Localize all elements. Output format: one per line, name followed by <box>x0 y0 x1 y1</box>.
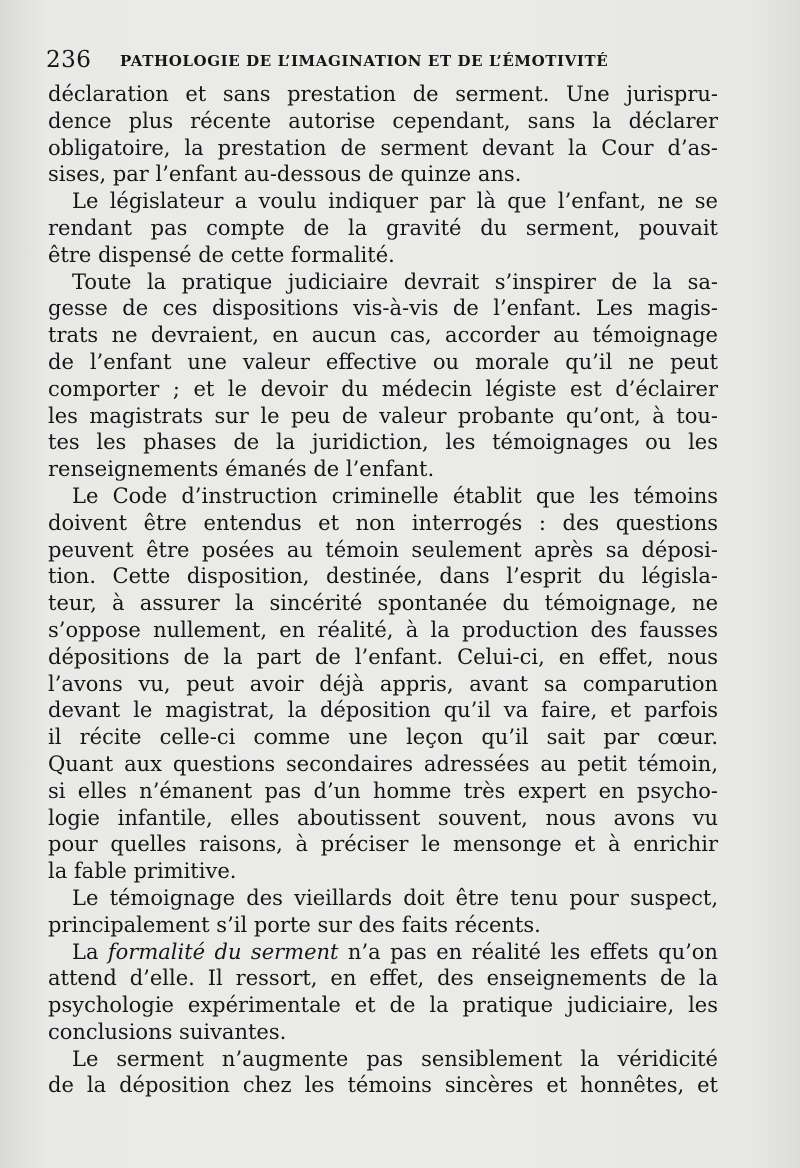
text-line: pour quelles raisons, à préciser le mensonge et à enrichir <box>48 832 718 857</box>
text-line: renseignements émanés de l’enfant. <box>48 457 435 482</box>
text-line: dence plus récente autorise cependant, sans la déclarer <box>48 108 718 133</box>
text-line: si elles n’émanent pas d’un homme très expert en psycho- <box>48 778 718 803</box>
text-line: conclusions suivantes. <box>48 1019 287 1044</box>
text-line: devant le magistrat, la déposition qu’il va faire, et parfois <box>48 698 718 723</box>
text-line: tes les phases de la juridiction, les témoignages ou les <box>48 430 718 455</box>
text-line: Quant aux questions secondaires adressées au petit témoin, <box>48 751 718 776</box>
text-line: logie infantile, elles aboutissent souvent, nous avons vu <box>48 805 718 830</box>
text-line: obligatoire, la prestation de serment devant la Cour d’as- <box>48 135 718 160</box>
inline-la: La <box>72 939 99 964</box>
text-line: dépositions de la part de l’enfant. Celui-ci, en effet, nous <box>48 644 718 669</box>
running-title: PATHOLOGIE DE L’IMAGINATION ET DE L’ÉMOTIVITÉ <box>120 52 609 70</box>
text-line: Le serment n’augmente pas sensiblement la véridicité <box>72 1046 718 1071</box>
text-line: gesse de ces dispositions vis-à-vis de l’enfant. Les magis- <box>48 296 718 321</box>
text-line: Le témoignage des vieillards doit être tenu pour suspect, <box>72 885 718 910</box>
text-line: teur, à assurer la sincérité spontanée du témoignage, ne <box>48 591 718 616</box>
text-line: l’avons vu, peut avoir déjà appris, avant sa comparution <box>48 671 718 696</box>
text-line: déclaration et sans prestation de serment. Une jurispru- <box>48 82 718 106</box>
text-line: de la déposition chez les témoins sincères et honnêtes, et <box>48 1073 718 1098</box>
body-text <box>48 81 718 1099</box>
text-line: la fable primitive. <box>48 859 237 884</box>
text-line: comporter ; et le devoir du médecin légiste est d’éclairer <box>48 376 718 401</box>
text-line: rendant pas compte de la gravité du serment, pouvait <box>48 215 718 240</box>
inline-rest: n’a pas en réalité les effets qu’on <box>347 939 718 964</box>
text-line: attend d’elle. Il ressort, en effet, des enseignements de la <box>48 966 718 991</box>
page-header <box>46 47 746 77</box>
page-number: 236 <box>46 47 92 73</box>
text-line: les magistrats sur le peu de valeur probante qu’ont, à tou- <box>48 403 718 428</box>
text-line: Le Code d’instruction criminelle établit que les témoins <box>72 483 718 508</box>
text-line: sises, par l’enfant au-dessous de quinze ans. <box>48 162 522 187</box>
text-line: psychologie expérimentale et de la pratique judiciaire, les <box>48 993 718 1018</box>
text-line: trats ne devraient, en aucun cas, accorder au témoignage <box>48 323 718 348</box>
text-line-formalite <box>48 939 718 966</box>
text-line: il récite celle-ci comme une leçon qu’il sait par cœur. <box>48 725 718 750</box>
text-line: s’oppose nullement, en réalité, à la production des fausses <box>48 617 718 642</box>
italic-phrase: formalité du serment <box>107 939 339 964</box>
text-line: principalement s’il porte sur des faits récents. <box>48 912 541 937</box>
text-line: doivent être entendus et non interrogés : des questions <box>48 510 718 535</box>
text-line: Toute la pratique judiciaire devrait s’inspirer de la sa- <box>72 269 718 294</box>
text-line: de l’enfant une valeur effective ou morale qu’il ne peut <box>48 349 718 374</box>
text-line: peuvent être posées au témoin seulement après sa déposi- <box>48 537 718 562</box>
text-line: Le législateur a voulu indiquer par là que l’enfant, ne se <box>72 189 718 214</box>
text-line: être dispensé de cette formalité. <box>48 242 395 267</box>
text-line: tion. Cette disposition, destinée, dans l’esprit du législa- <box>48 564 718 589</box>
